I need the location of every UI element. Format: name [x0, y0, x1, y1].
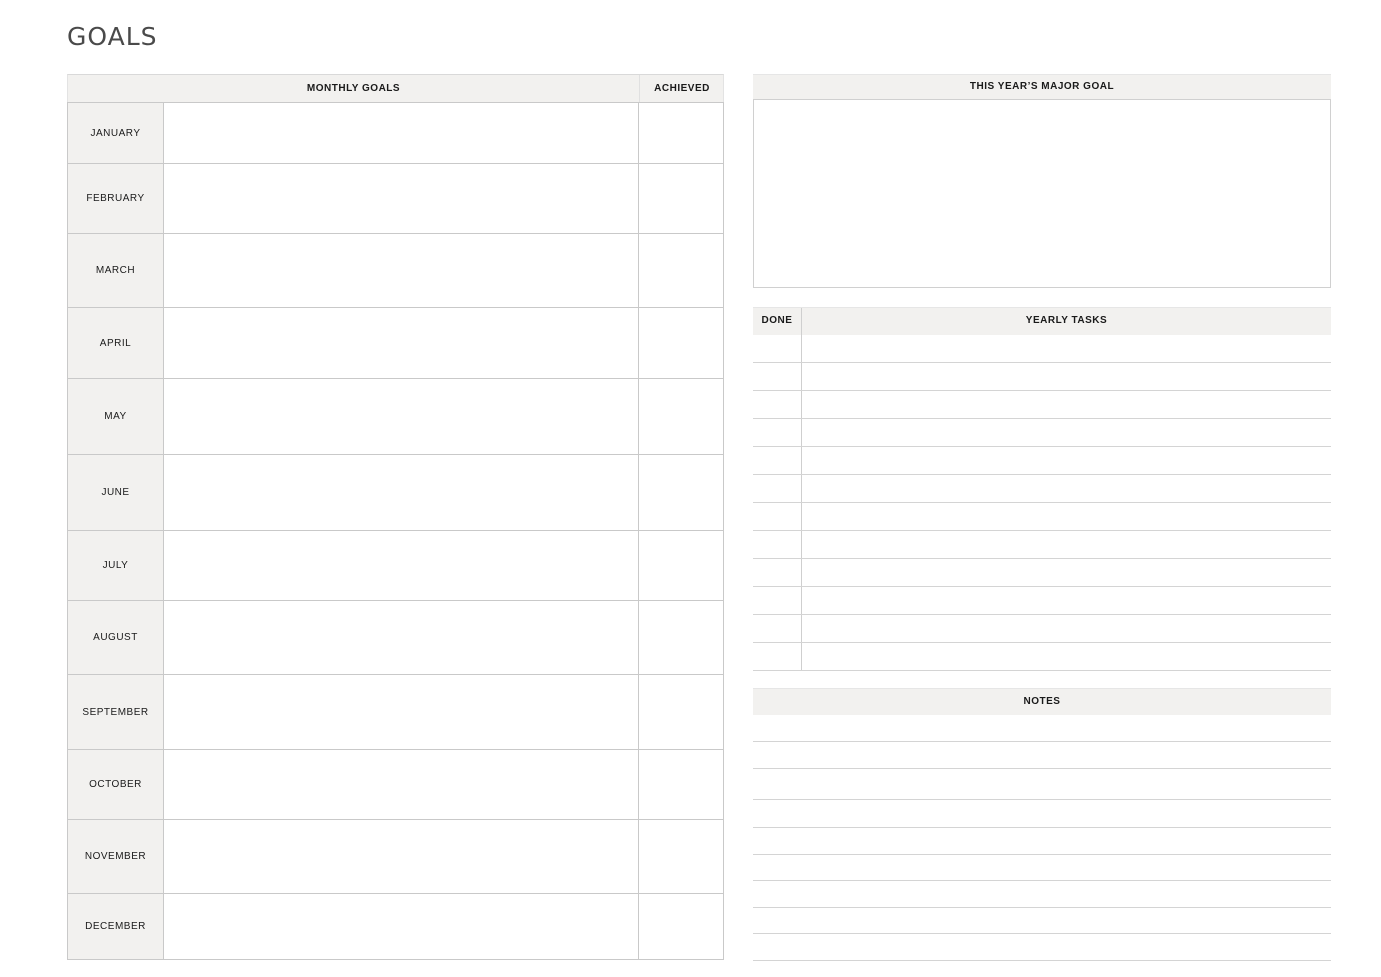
monthly-goal-cell[interactable]	[164, 531, 639, 600]
notes-header: NOTES	[753, 688, 1331, 715]
task-cell[interactable]	[802, 615, 1331, 642]
month-label: SEPTEMBER	[68, 675, 164, 749]
task-cell[interactable]	[802, 531, 1331, 558]
task-cell[interactable]	[802, 335, 1331, 362]
task-cell[interactable]	[802, 419, 1331, 446]
monthly-goals-header	[67, 74, 724, 102]
monthly-goals-body	[67, 102, 724, 960]
yearly-tasks-header	[753, 307, 1331, 335]
achieved-cell[interactable]	[639, 455, 723, 530]
month-label: JULY	[68, 531, 164, 600]
achieved-cell[interactable]	[639, 675, 723, 749]
monthly-goals-table	[67, 74, 724, 960]
month-row	[68, 103, 723, 164]
task-row	[753, 643, 1331, 671]
task-row	[753, 503, 1331, 531]
achieved-cell[interactable]	[639, 820, 723, 893]
task-cell[interactable]	[802, 559, 1331, 586]
task-cell[interactable]	[802, 363, 1331, 390]
task-row	[753, 391, 1331, 419]
month-row	[68, 234, 723, 308]
task-cell[interactable]	[802, 447, 1331, 474]
page-title: GOALS	[67, 22, 158, 51]
month-label: OCTOBER	[68, 750, 164, 819]
month-row	[68, 894, 723, 959]
yearly-tasks-header-label: YEARLY TASKS	[1025, 315, 1108, 326]
achieved-cell[interactable]	[639, 601, 723, 674]
achieved-cell[interactable]	[639, 234, 723, 307]
monthly-goal-cell[interactable]	[164, 675, 639, 749]
task-row	[753, 475, 1331, 503]
month-label: AUGUST	[68, 601, 164, 674]
monthly-goal-cell[interactable]	[164, 455, 639, 530]
done-checkbox[interactable]	[753, 531, 802, 558]
done-checkbox[interactable]	[753, 447, 802, 474]
task-row	[753, 615, 1331, 643]
monthly-goal-cell[interactable]	[164, 164, 639, 233]
month-label: NOVEMBER	[68, 820, 164, 893]
month-row	[68, 308, 723, 379]
major-goal-section	[753, 74, 1331, 288]
achieved-cell[interactable]	[639, 164, 723, 233]
notes-line[interactable]	[753, 715, 1331, 742]
major-goal-header: THIS YEAR’S MAJOR GOAL	[753, 74, 1331, 99]
achieved-cell[interactable]	[639, 379, 723, 454]
achieved-cell[interactable]	[639, 750, 723, 819]
month-label: MARCH	[68, 234, 164, 307]
task-row	[753, 335, 1331, 363]
month-row	[68, 675, 723, 750]
month-label: JANUARY	[68, 103, 164, 163]
done-checkbox[interactable]	[753, 335, 802, 362]
done-header-label: DONE	[753, 308, 802, 335]
task-cell[interactable]	[802, 391, 1331, 418]
monthly-goals-header-label: MONTHLY GOALS	[306, 83, 401, 94]
monthly-goal-cell[interactable]	[164, 601, 639, 674]
month-label: APRIL	[68, 308, 164, 378]
done-checkbox[interactable]	[753, 559, 802, 586]
month-label: DECEMBER	[68, 894, 164, 959]
month-label: FEBRUARY	[68, 164, 164, 233]
done-checkbox[interactable]	[753, 475, 802, 502]
task-cell[interactable]	[802, 475, 1331, 502]
monthly-goal-cell[interactable]	[164, 820, 639, 893]
done-checkbox[interactable]	[753, 363, 802, 390]
achieved-cell[interactable]	[639, 894, 723, 959]
task-row	[753, 531, 1331, 559]
monthly-goal-cell[interactable]	[164, 234, 639, 307]
notes-section	[753, 688, 1331, 961]
monthly-goal-cell[interactable]	[164, 894, 639, 959]
major-goal-box[interactable]	[753, 99, 1331, 288]
done-checkbox[interactable]	[753, 643, 802, 670]
monthly-goal-cell[interactable]	[164, 750, 639, 819]
monthly-goal-cell[interactable]	[164, 379, 639, 454]
task-cell[interactable]	[802, 503, 1331, 530]
notes-line[interactable]	[753, 881, 1331, 908]
done-checkbox[interactable]	[753, 503, 802, 530]
month-row	[68, 531, 723, 601]
notes-line[interactable]	[753, 742, 1331, 769]
task-row	[753, 587, 1331, 615]
task-row	[753, 559, 1331, 587]
task-row	[753, 419, 1331, 447]
task-cell[interactable]	[802, 643, 1331, 670]
month-label: JUNE	[68, 455, 164, 530]
month-label: MAY	[68, 379, 164, 454]
task-row	[753, 447, 1331, 475]
achieved-cell[interactable]	[639, 531, 723, 600]
notes-line[interactable]	[753, 769, 1331, 800]
notes-line[interactable]	[753, 855, 1331, 881]
month-row	[68, 750, 723, 820]
month-row	[68, 601, 723, 675]
achieved-header-label: ACHIEVED	[639, 75, 724, 102]
monthly-goal-cell[interactable]	[164, 103, 639, 163]
monthly-goal-cell[interactable]	[164, 308, 639, 378]
task-row	[753, 363, 1331, 391]
month-row	[68, 164, 723, 234]
done-checkbox[interactable]	[753, 391, 802, 418]
notes-line[interactable]	[753, 828, 1331, 855]
done-checkbox[interactable]	[753, 419, 802, 446]
done-checkbox[interactable]	[753, 615, 802, 642]
task-cell[interactable]	[802, 587, 1331, 614]
month-row	[68, 820, 723, 894]
done-checkbox[interactable]	[753, 587, 802, 614]
month-row	[68, 455, 723, 531]
notes-line[interactable]	[753, 934, 1331, 961]
month-row	[68, 379, 723, 455]
notes-line[interactable]	[753, 800, 1331, 828]
notes-line[interactable]	[753, 908, 1331, 934]
achieved-cell[interactable]	[639, 103, 723, 163]
yearly-tasks-table	[753, 307, 1331, 671]
achieved-cell[interactable]	[639, 308, 723, 378]
